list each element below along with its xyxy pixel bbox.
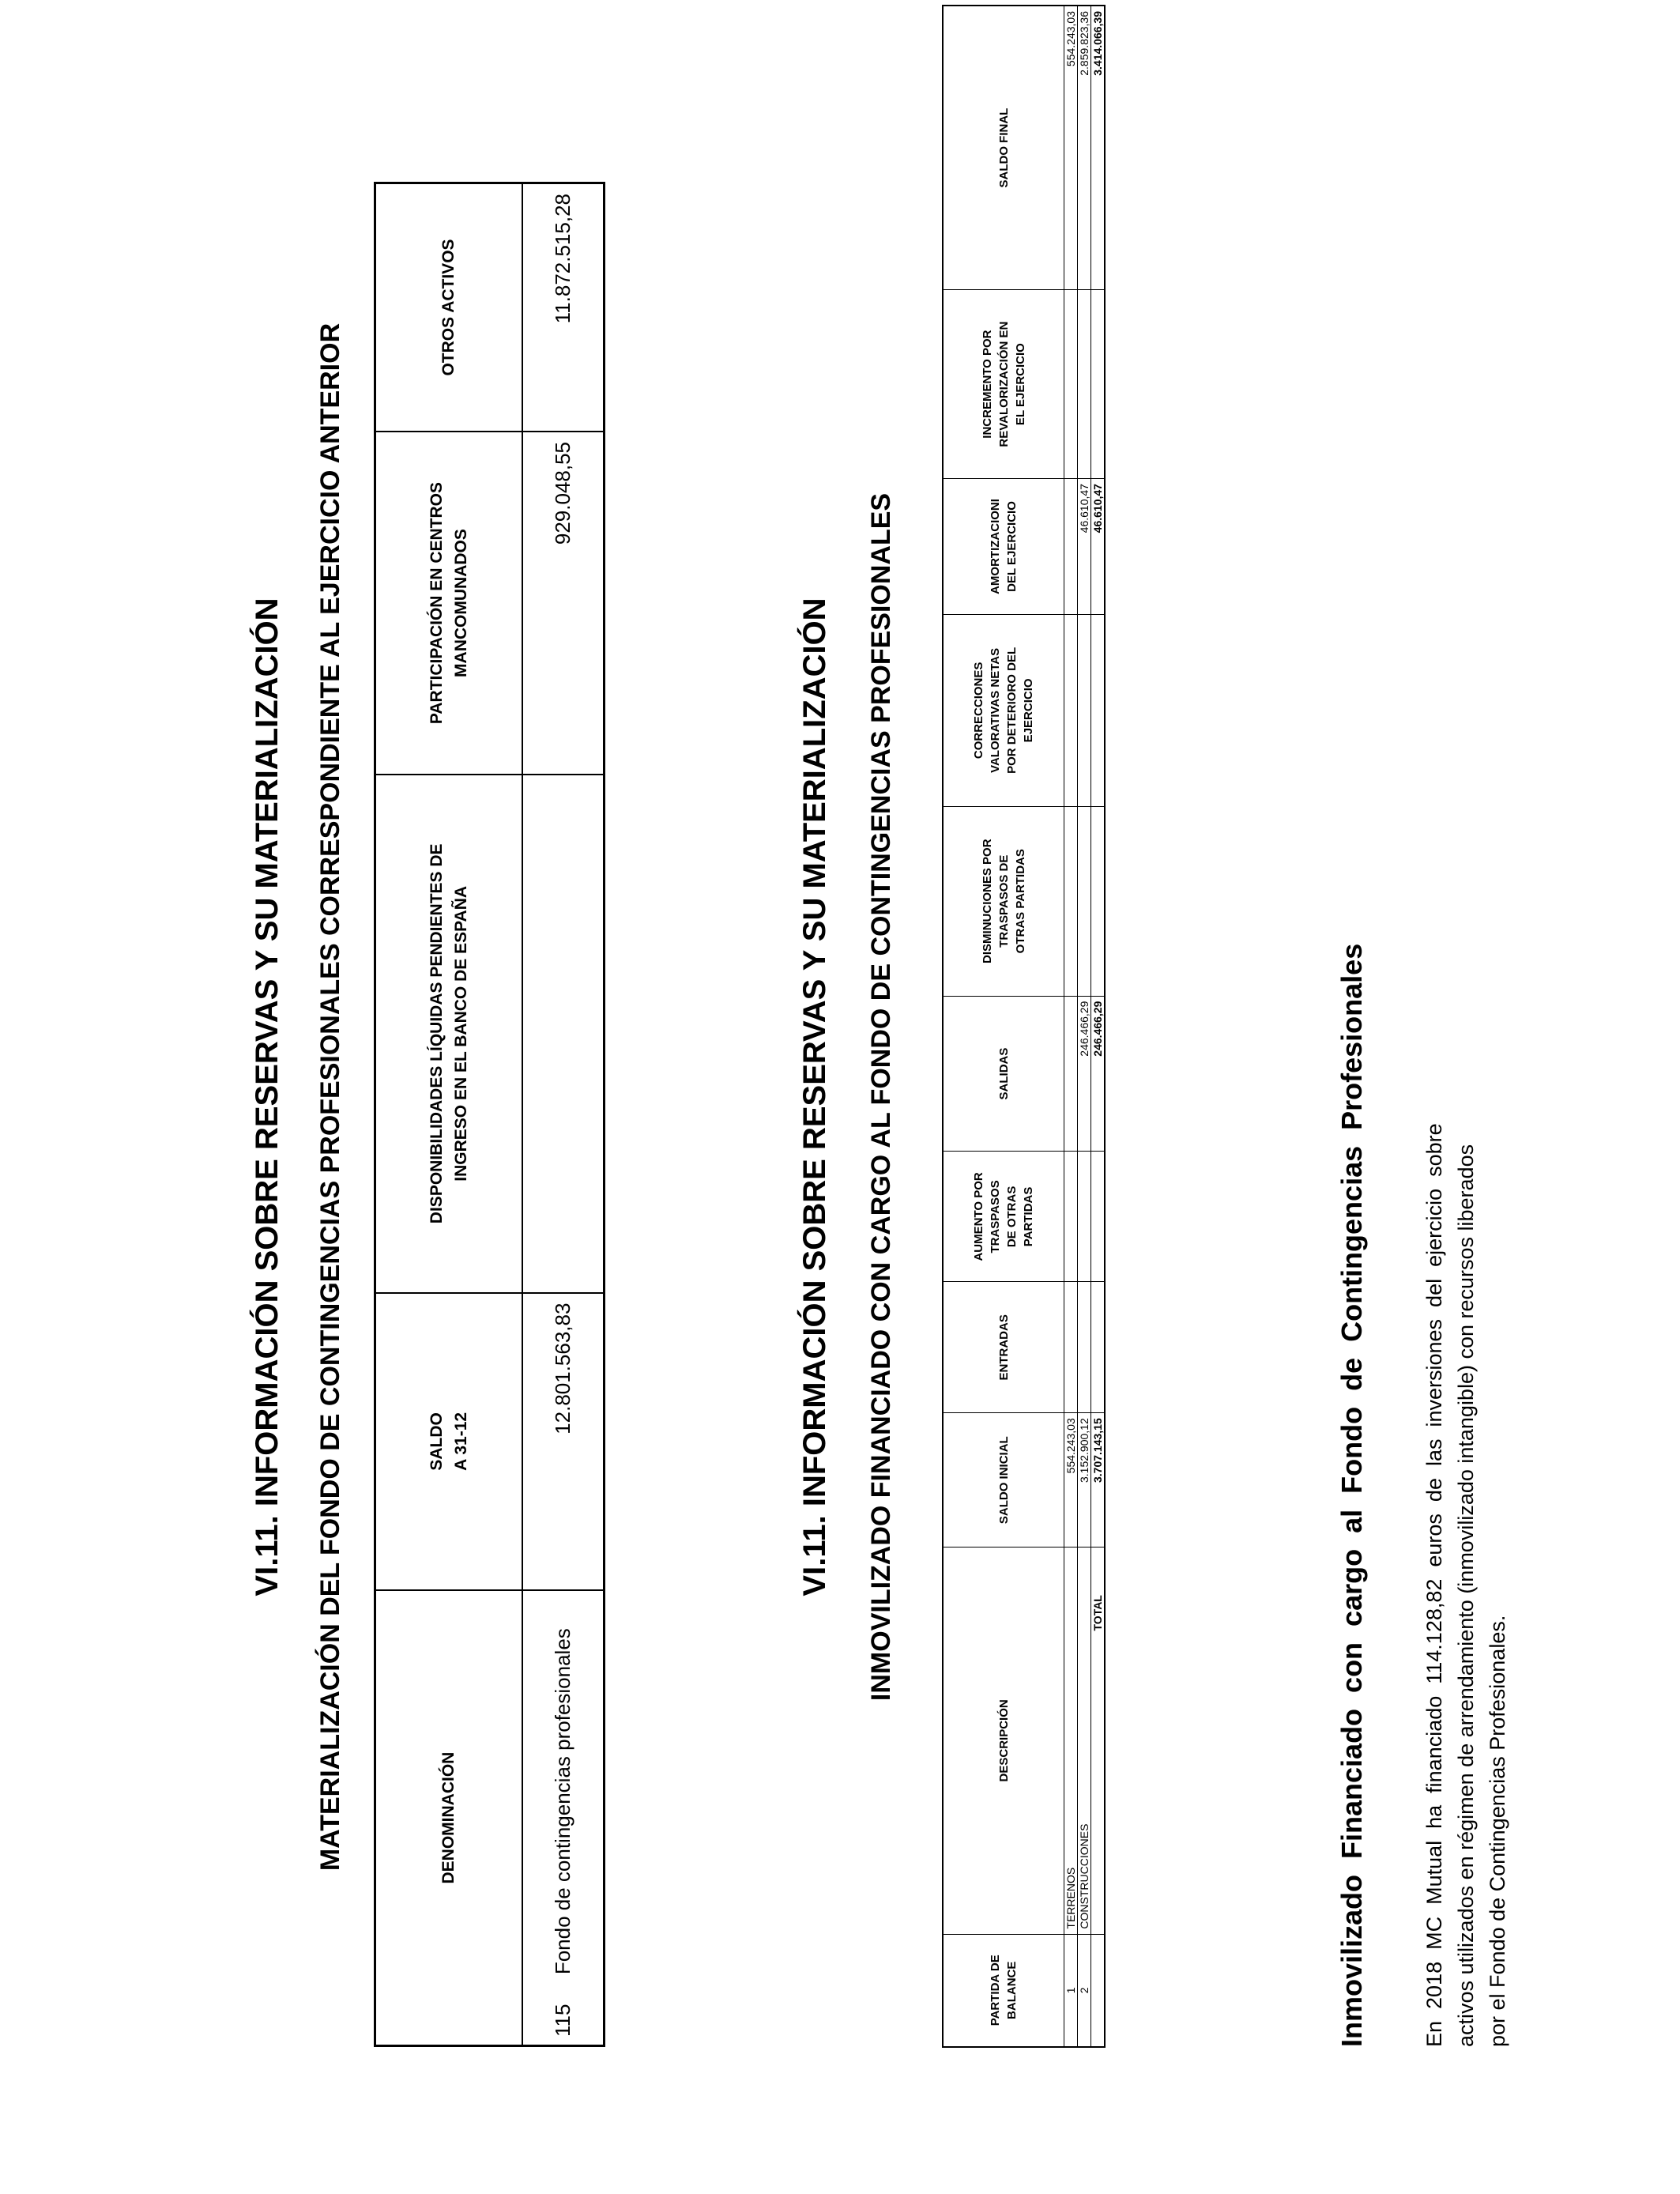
header-participacion-line2: MANCOMUNADOS — [452, 529, 470, 677]
header-disminuciones-line2: TRASPASOS DE — [996, 854, 1011, 948]
section1-subtitle: MATERIALIZACIÓN DEL FONDO DE CONTINGENCIAS PROFESIONALES CORRESPONDIENTE AL EJERCICIO ANTERIOR — [315, 322, 345, 1872]
header-incremento-line2: REVALORIZACIÓN EN — [996, 321, 1011, 447]
header-correcciones-line3: POR DETERIORO DEL — [1005, 647, 1019, 774]
row-code: 115 — [522, 1984, 605, 2045]
header-otros-activos: OTROS ACTIVOS — [375, 183, 523, 432]
header-participacion — [375, 432, 523, 775]
header-correcciones-line1: CORRECCIONES — [972, 662, 985, 760]
total-amortizacion: 46.610,47 — [1091, 479, 1106, 615]
table-header-row — [943, 6, 1064, 2047]
header-saldo — [375, 1293, 523, 1591]
cell-saldo-final: 554.243,03 — [1064, 6, 1078, 290]
header-partida — [943, 1934, 1064, 2047]
cell-disminuciones — [1078, 806, 1091, 996]
header-amortizacion — [943, 479, 1064, 615]
cell-amortizacion: 46.610,47 — [1078, 479, 1091, 615]
cell-saldo-inicial: 3.152.900,12 — [1078, 1413, 1091, 1547]
cell-aumento — [1078, 1152, 1091, 1282]
header-disminuciones-line1: DISMINUCIONES POR — [980, 839, 994, 963]
header-saldo-line2: A 31-12 — [452, 1412, 470, 1471]
header-aumento — [943, 1152, 1064, 1282]
cell-correcciones — [1078, 614, 1091, 806]
total-incremento — [1091, 290, 1106, 479]
cell-disminuciones — [1064, 806, 1078, 996]
reserves-materialization-table — [374, 182, 605, 2047]
total-saldo-inicial: 3.707.143,15 — [1091, 1413, 1106, 1547]
header-correcciones — [943, 614, 1064, 806]
header-disponibilidades — [375, 775, 523, 1292]
cell-saldo-inicial: 554.243,03 — [1064, 1413, 1078, 1547]
total-entradas — [1091, 1282, 1106, 1413]
header-disminuciones-line3: OTRAS PARTIDAS — [1013, 849, 1027, 954]
header-partida-line1: PARTIDA DE — [989, 1955, 1002, 2026]
cell-salidas: 246.466,29 — [1078, 996, 1091, 1152]
header-incremento — [943, 290, 1064, 479]
total-saldo-final: 3.414.066,39 — [1091, 6, 1106, 290]
cell-incremento — [1064, 290, 1078, 479]
header-saldo-inicial: SALDO INICIAL — [943, 1413, 1064, 1547]
paragraph-line-3: por el Fondo de Contingencias Profesionales. — [1486, 1615, 1509, 2047]
section2-title: VI.11. INFORMACIÓN SOBRE RESERVAS Y SU MATERIALIZACIÓN — [797, 598, 832, 1596]
total-correcciones — [1091, 614, 1106, 806]
header-disminuciones — [943, 806, 1064, 996]
total-label: TOTAL — [1091, 1547, 1106, 1934]
cell-amortizacion — [1064, 479, 1078, 615]
header-denominacion: DENOMINACIÓN — [375, 1590, 523, 2045]
header-correcciones-line2: VALORATIVAS NETAS — [989, 647, 1002, 773]
header-aumento-line1: AUMENTO POR — [972, 1172, 985, 1261]
header-saldo-line1: SALDO — [427, 1412, 446, 1471]
header-participacion-line1: PARTICIPACIÓN EN CENTROS — [427, 482, 446, 725]
table-total-row — [1091, 6, 1106, 2047]
row-otros-activos: 11.872.515,28 — [522, 183, 605, 432]
cell-correcciones — [1064, 614, 1078, 806]
header-aumento-line3: DE OTRAS — [1005, 1186, 1019, 1248]
header-disponibilidades-line2: INGRESO EN EL BANCO DE ESPAÑA — [452, 885, 470, 1182]
cell-salidas — [1064, 996, 1078, 1152]
cell-partida: 1 — [1064, 1934, 1078, 2047]
header-incremento-line3: EL EJERCICIO — [1013, 343, 1027, 426]
header-saldo-final: SALDO FINAL — [943, 6, 1064, 290]
cell-descripcion: TERRENOS — [1064, 1547, 1078, 1934]
header-aumento-line2: TRASPASOS — [989, 1180, 1002, 1253]
paragraph-line-1: En 2018 MC Mutual ha financiado 114.128,82 euros de las inversiones del ejercicio sobre — [1422, 1123, 1446, 2047]
row-participacion: 929.048,55 — [522, 432, 605, 775]
section3-paragraph — [1418, 1123, 1513, 2047]
cell-incremento — [1078, 290, 1091, 479]
table-row — [1064, 6, 1078, 2047]
table-row — [522, 183, 605, 2046]
total-salidas: 246.466,29 — [1091, 996, 1106, 1152]
cell-entradas — [1078, 1282, 1091, 1413]
header-disponibilidades-line1: DISPONIBILIDADES LÍQUIDAS PENDIENTES DE — [427, 843, 446, 1224]
header-entradas: ENTRADAS — [943, 1282, 1064, 1413]
header-salidas: SALIDAS — [943, 996, 1064, 1152]
cell-descripcion: CONSTRUCCIONES — [1078, 1547, 1091, 1934]
table-header-row — [375, 183, 523, 2046]
row-denominacion: Fondo de contingencias profesionales — [522, 1590, 605, 1984]
cell-aumento — [1064, 1152, 1078, 1282]
header-descripcion: DESCRIPCIÓN — [943, 1547, 1064, 1934]
header-aumento-line4: PARTIDAS — [1022, 1186, 1035, 1247]
row-saldo: 12.801.563,83 — [522, 1293, 605, 1591]
section3-heading: Inmovilizado Financiado con cargo al Fondo de Contingencias Profesionales — [1335, 943, 1368, 2047]
row-disponibilidades — [522, 775, 605, 1292]
total-spacer — [1091, 1934, 1106, 2047]
table-row — [1078, 6, 1091, 2047]
total-disminuciones — [1091, 806, 1106, 996]
cell-entradas — [1064, 1282, 1078, 1413]
header-correcciones-line4: EJERCICIO — [1022, 678, 1035, 743]
section1-title: VI.11. INFORMACIÓN SOBRE RESERVAS Y SU MATERIALIZACIÓN — [250, 598, 284, 1596]
paragraph-line-2: activos utilizados en régimen de arrendamiento (inmovilizado intangible) con recursos liberados — [1454, 1144, 1478, 2047]
fixed-assets-table — [942, 5, 1106, 2048]
header-partida-line2: BALANCE — [1005, 1961, 1019, 2019]
cell-saldo-final: 2.859.823,36 — [1078, 6, 1091, 290]
section2-subtitle: INMOVILIZADO FINANCIADO CON CARGO AL FONDO DE CONTINGENCIAS PROFESIONALES — [866, 492, 896, 1702]
total-aumento — [1091, 1152, 1106, 1282]
cell-partida: 2 — [1078, 1934, 1091, 2047]
header-incremento-line1: INCREMENTO POR — [980, 330, 994, 439]
header-amortizacion-line1: AMORTIZACIONI — [989, 499, 1002, 594]
header-amortizacion-line2: DEL EJERCICIO — [1005, 501, 1019, 592]
